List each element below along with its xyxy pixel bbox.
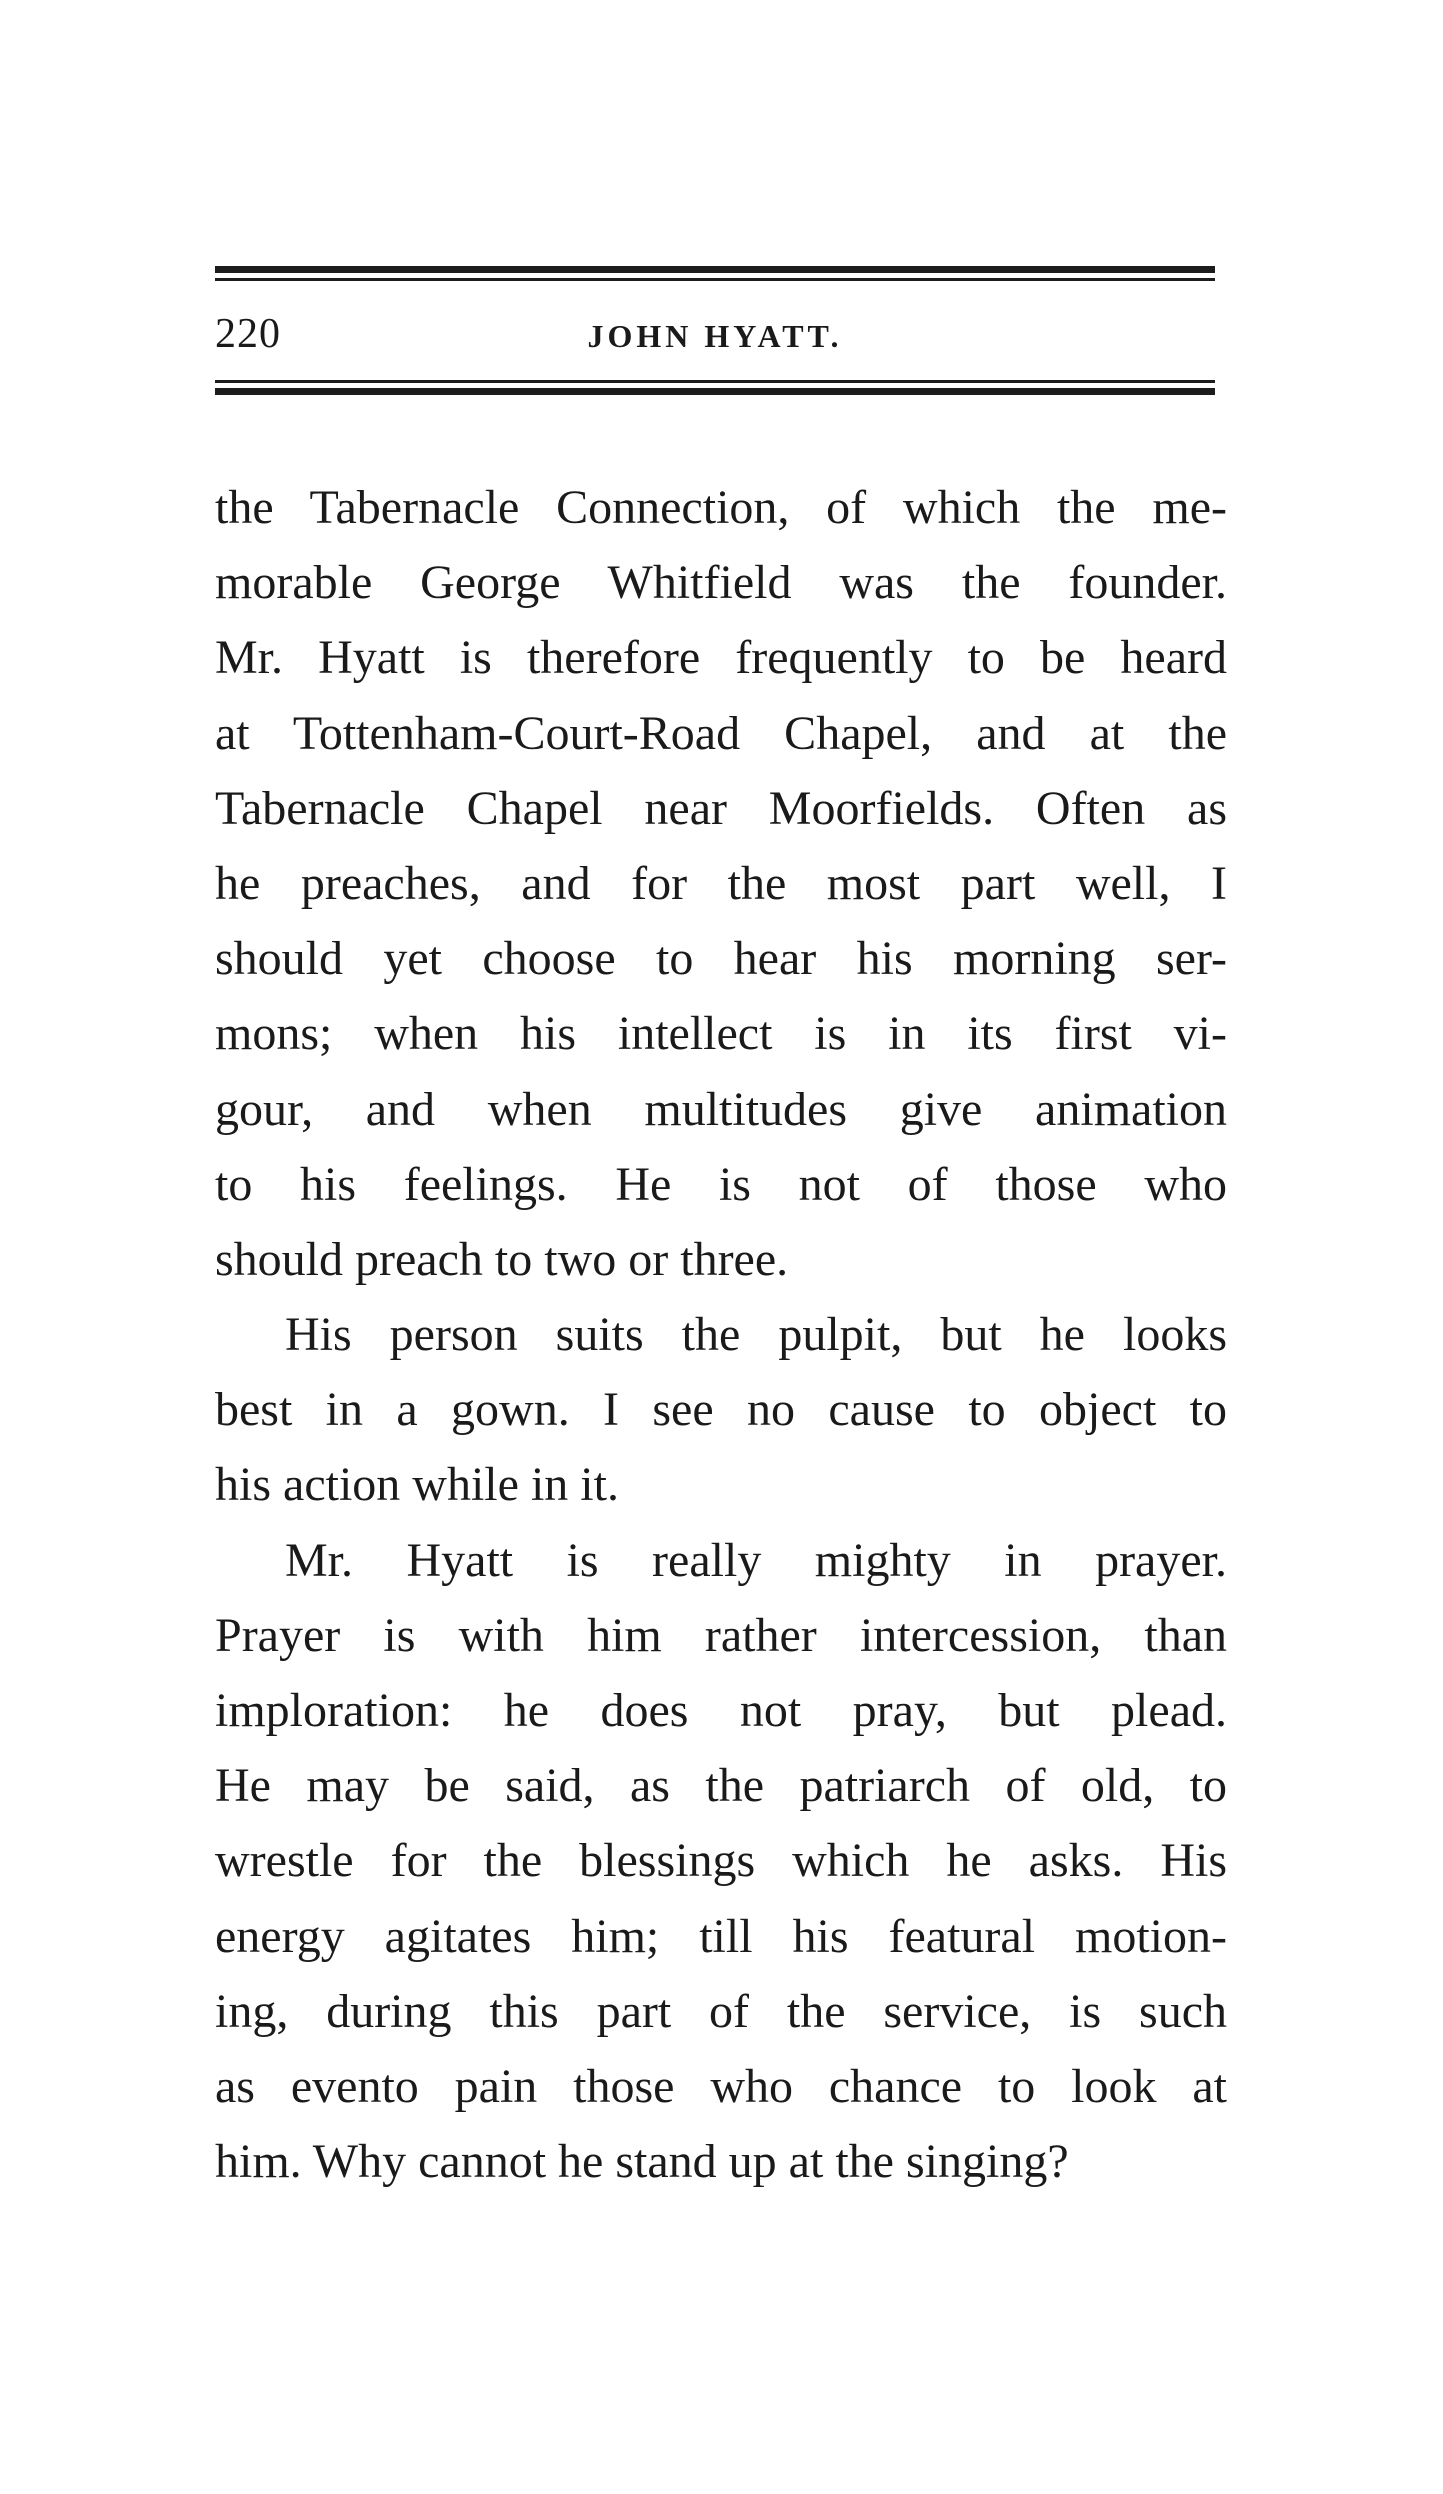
text-line: best in a gown. I see no cause to object to bbox=[215, 1383, 1227, 1437]
text-line: energy agitates him; till his featural motion- bbox=[215, 1909, 1227, 1963]
text-line: His person suits the pulpit, but he looks bbox=[285, 1308, 1227, 1362]
text-line: He may be said, as the patriarch of old, to bbox=[215, 1759, 1227, 1813]
header-rule-bottom-thin bbox=[215, 380, 1215, 383]
header-rule-top-thick bbox=[215, 266, 1215, 273]
page-number: 220 bbox=[215, 311, 281, 357]
text-line: should preach to two or three. bbox=[215, 1232, 789, 1286]
text-line: the Tabernacle Connection, of which the me- bbox=[215, 481, 1227, 534]
text-line: wrestle for the blessings which he asks. His bbox=[215, 1834, 1227, 1888]
text-line: at Tottenham-Court-Road Chapel, and at the bbox=[215, 706, 1227, 760]
text-line: gour, and when multitudes give animation bbox=[215, 1082, 1227, 1136]
text-line: should yet choose to hear his morning ser- bbox=[215, 932, 1227, 986]
text-line: imploration: he does not pray, but plead. bbox=[215, 1684, 1227, 1737]
text-line: as evento pain those who chance to look at bbox=[215, 2059, 1227, 2113]
text-line: Prayer is with him rather intercession, than bbox=[215, 1608, 1227, 1662]
text-line: he preaches, and for the most part well, I bbox=[215, 856, 1227, 910]
body-text bbox=[215, 470, 1227, 2199]
header-rule-bottom-thick bbox=[215, 388, 1215, 395]
header-rule-top-thin bbox=[215, 278, 1215, 281]
running-head bbox=[215, 310, 1215, 370]
text-line: him. Why cannot he stand up at the singing? bbox=[215, 2135, 1069, 2189]
text-line: morable George Whitfield was the founder. bbox=[215, 556, 1227, 610]
text-line: Mr. Hyatt is therefore frequently to be heard bbox=[215, 631, 1227, 685]
paragraph-1 bbox=[215, 470, 1227, 1297]
paragraph-2 bbox=[215, 1297, 1227, 1523]
text-line: Tabernacle Chapel near Moorfields. Often as bbox=[215, 781, 1227, 835]
text-line: his action while in it. bbox=[215, 1458, 619, 1512]
text-line: mons; when his intellect is in its first vi- bbox=[215, 1007, 1227, 1061]
paragraph-3 bbox=[215, 1523, 1227, 2200]
text-line: to his feelings. He is not of those who bbox=[215, 1157, 1227, 1211]
text-line: Mr. Hyatt is really mighty in prayer. bbox=[285, 1533, 1227, 1587]
text-line: ing, during this part of the service, is such bbox=[215, 1984, 1227, 2038]
running-title: JOHN HYATT. bbox=[587, 318, 843, 354]
